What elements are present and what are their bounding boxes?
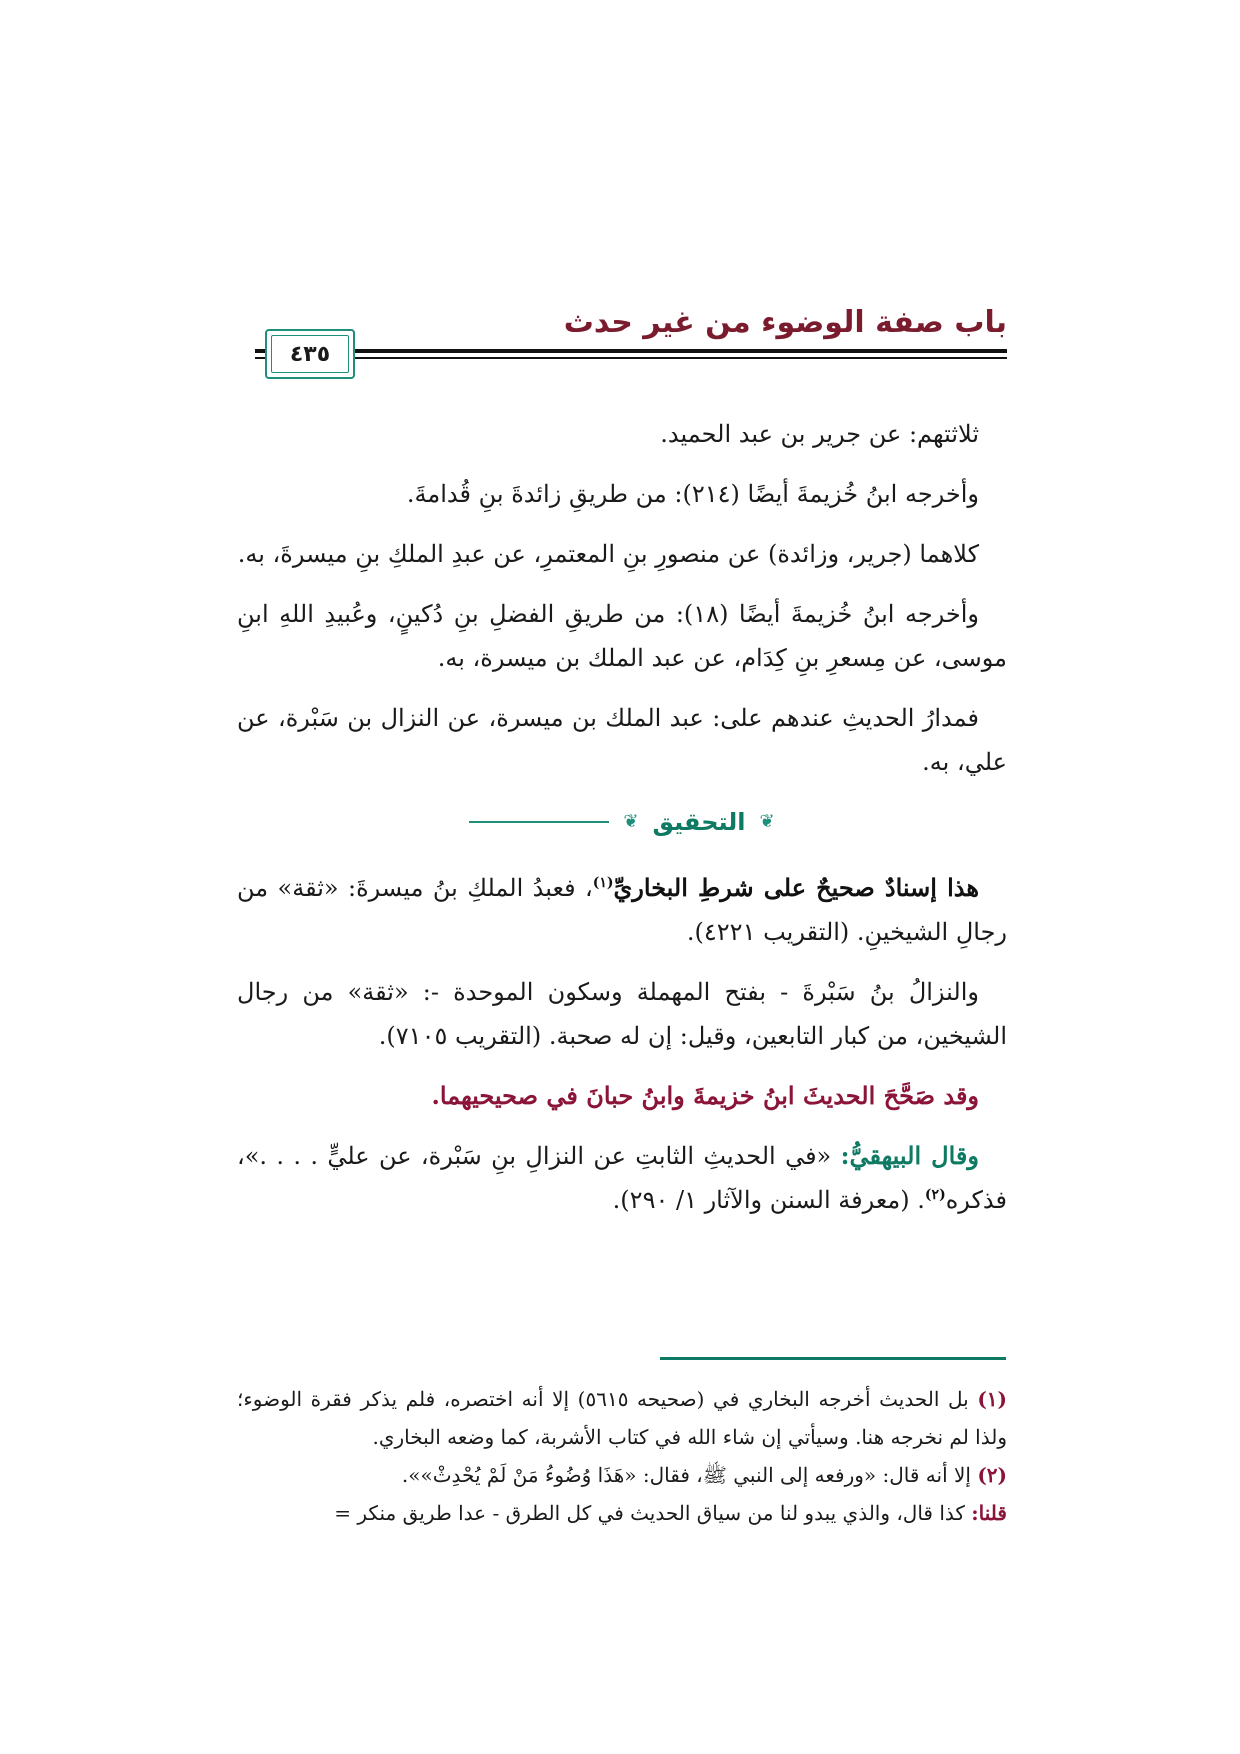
footnote-label: قلنا:: [971, 1501, 1007, 1525]
paragraph-text: . (معرفة السنن والآثار ١/ ٢٩٠).: [612, 1186, 925, 1214]
divider-line: [469, 821, 609, 823]
footnote-ref: (١): [592, 875, 614, 891]
ornament-icon: ❦: [759, 811, 775, 832]
paragraph: [237, 1134, 1007, 1222]
header-rule-thick: [255, 349, 1007, 353]
emphasized-text: هذا إسنادٌ صحيحٌ على شرطِ البخاريِّ: [613, 873, 979, 902]
footnote-mark: (٢): [977, 1463, 1007, 1487]
paragraph: [237, 866, 1007, 954]
footnote-text: إلا أنه قال: «ورفعه إلى النبي ﷺ، فقال: «هَذَا وُضُوءُ مَنْ لَمْ يُحْدِثْ»».: [401, 1463, 978, 1487]
footnote-mark: (١): [977, 1387, 1007, 1411]
footnote: [237, 1494, 1007, 1532]
page-number-badge: [265, 329, 355, 379]
paragraph-text: «في الحديثِ الثابتِ عن النزالِ بنِ سَبْرة، عن عليٍّ . . . .»، فذكره: [237, 1142, 1007, 1214]
chapter-title: باب صفة الوضوء من غير حدث: [563, 305, 1007, 340]
paragraph-text: ، فعبدُ الملكِ بنُ ميسرةَ: «ثقة» من رجالِ الشيخينِ. (التقريب ٤٢٢١).: [237, 874, 1007, 946]
paragraph: كلاهما (جرير، وزائدة) عن منصورِ بنِ المعتمرِ، عن عبدِ الملكِ بنِ ميسرةَ، به.: [237, 540, 979, 568]
footnotes: [237, 1380, 1007, 1532]
footnote-ref: (٢): [924, 1187, 946, 1203]
page-number: ٤٣٥: [289, 341, 331, 367]
footnote: [237, 1456, 1007, 1494]
ornament-icon: ❦: [623, 811, 639, 832]
footnote-text: كذا قال، والذي يبدو لنا من سياق الحديث في كل الطرق - عدا طريق منكر =: [334, 1501, 972, 1525]
paragraph: وأخرجه ابنُ خُزيمةَ أيضًا (١٨): من طريقِ الفضلِ بنِ دُكينٍ، وعُبيدِ اللهِ ابنِ موسى، عن مِسعرِ بنِ كِدَام، عن عبد الملك بن ميسرة، به.: [237, 600, 1007, 672]
paragraph: وأخرجه ابنُ خُزيمةَ أيضًا (٢١٤): من طريقِ زائدةَ بنِ قُدامةَ.: [406, 480, 979, 508]
paragraph: والنزالُ بنُ سَبْرةَ - بفتح المهملة وسكون الموحدة -: «ثقة» من رجال الشيخين، من كبار التابعين، وقيل: إن له صحبة. (التقريب ٧١٠٥).: [237, 978, 1007, 1050]
paragraph: فمدارُ الحديثِ عندهم على: عبد الملك بن ميسرة، عن النزال بن سَبْرة، عن علي، به.: [237, 704, 1007, 776]
quote-label: وقال البيهقيُّ:: [840, 1141, 979, 1170]
footnote: [237, 1380, 1007, 1456]
section-title: التحقيق: [652, 808, 746, 836]
highlighted-paragraph: وقد صَحَّحَ الحديثَ ابنُ خزيمةَ وابنُ حبانَ في صحيحيهما.: [431, 1081, 979, 1110]
paragraph: ثلاثتهم: عن جرير بن عبد الحميد.: [660, 420, 979, 448]
page-header: [255, 305, 1007, 385]
footnote-text: بل الحديث أخرجه البخاري في (صحيحه ٥٦١٥) إلا أنه اختصره، فلم يذكر فقرة الوضوء؛ ولذا لم نخرجه هنا. وسيأتي إن شاء الله في كتاب الأشربة، كما وضعه البخاري.: [237, 1387, 1007, 1449]
footnote-separator: [660, 1357, 1006, 1360]
section-divider: [237, 800, 1007, 844]
main-text: [237, 412, 1007, 1238]
header-rule-thin: [255, 357, 1007, 359]
